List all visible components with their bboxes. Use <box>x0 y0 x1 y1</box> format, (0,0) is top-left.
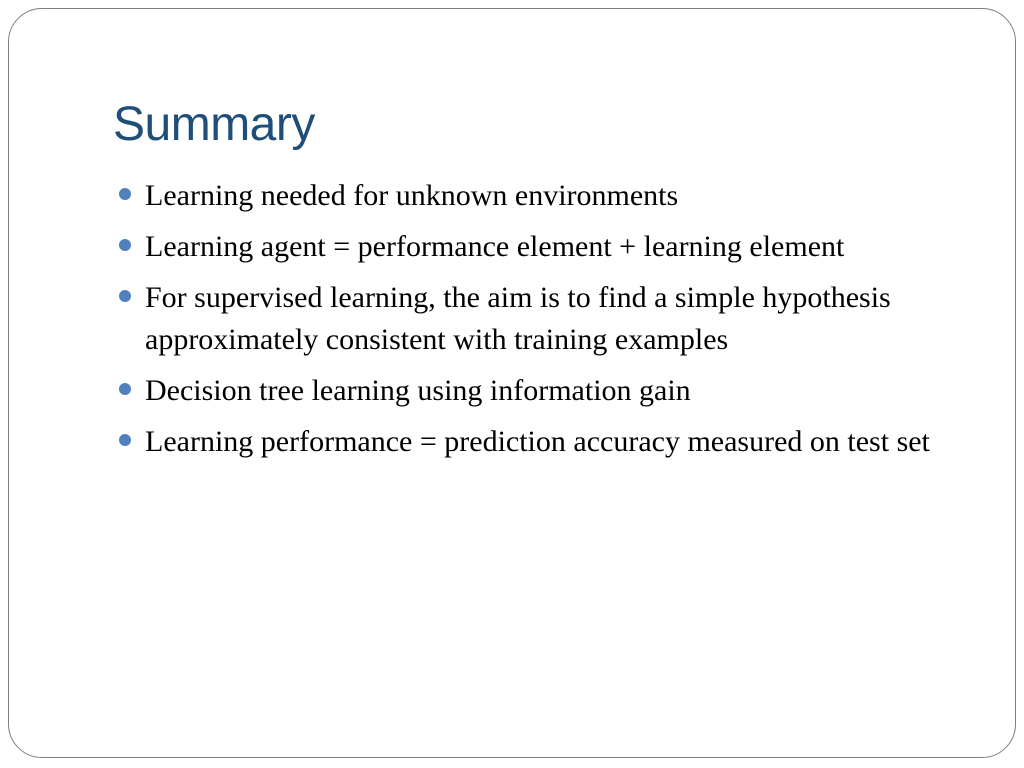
bullet-text: For supervised learning, the aim is to find a simple hypothesis approximately consistent with training examples <box>145 281 891 356</box>
bullet-item <box>117 277 957 361</box>
bullet-text: Learning needed for unknown environments <box>145 179 679 212</box>
bullet-dot-icon <box>119 239 131 251</box>
bullet-item <box>117 370 957 412</box>
slide <box>8 8 1016 758</box>
bullet-dot-icon <box>119 188 131 200</box>
bullet-text: Decision tree learning using information gain <box>145 374 691 407</box>
bullet-item <box>117 175 957 217</box>
bullet-text: Learning agent = performance element + learning element <box>145 230 845 263</box>
slide-title: Summary <box>113 98 315 151</box>
bullet-item <box>117 226 957 268</box>
bullet-dot-icon <box>119 383 131 395</box>
bullet-list <box>117 175 957 472</box>
bullet-dot-icon <box>119 434 131 446</box>
bullet-dot-icon <box>119 290 131 302</box>
bullet-item <box>117 421 957 463</box>
bullet-text: Learning performance = prediction accuracy measured on test set <box>145 425 930 458</box>
